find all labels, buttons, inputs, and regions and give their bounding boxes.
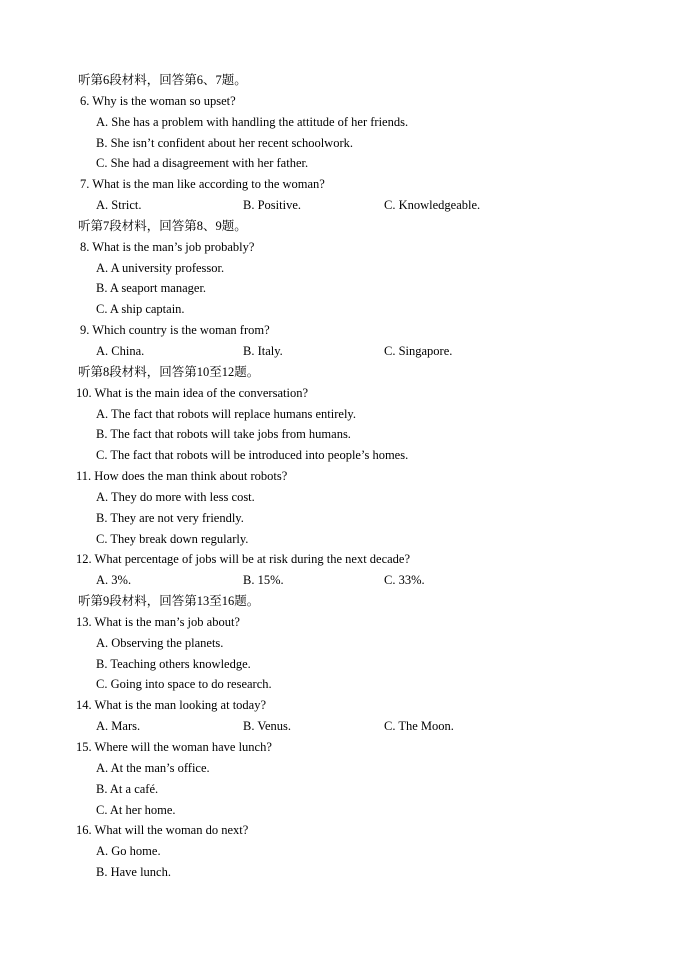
answer-option: B. Have lunch. [96, 865, 171, 880]
question-text: 15. Where will the woman have lunch? [76, 740, 272, 754]
answer-option: B. Positive. [243, 198, 301, 213]
section-heading: 听第6段材料，回答第6、7题。 [78, 73, 247, 87]
answer-option: A. 3%. [96, 573, 132, 588]
answer-option: B. Teaching others knowledge. [96, 656, 251, 671]
answer-option: C. A ship captain. [96, 302, 185, 317]
question-text: 6. Why is the woman so upset? [80, 93, 236, 108]
section-heading: 听第9段材料，回答第13至16题。 [78, 594, 260, 609]
answer-option: C. Going into space to do research. [96, 677, 272, 692]
answer-option: B. The fact that robots will take jobs from humans. [96, 427, 351, 442]
answer-option: C. She had a disagreement with her father. [96, 156, 309, 171]
question-text: 13. What is the man’s job about? [76, 614, 240, 629]
answer-option: B. Venus. [243, 719, 292, 734]
answer-option: A. At the man’s office. [96, 760, 210, 775]
question-text: 16. What will the woman do next? [76, 823, 249, 838]
answer-option: B. 15%. [243, 573, 284, 588]
answer-option: B. They are not very friendly. [96, 510, 244, 525]
question-text: 8. What is the man’s job probably? [80, 239, 255, 254]
answer-option: C. They break down regularly. [96, 531, 249, 546]
question-text: 7. What is the man like according to the woman? [80, 177, 325, 192]
question-text: 11. How does the man think about robots? [76, 469, 288, 484]
section-heading: 听第8段材料，回答第10至12题。 [78, 364, 260, 379]
answer-option: A. Go home. [96, 844, 161, 859]
answer-option: C. Knowledgeable. [384, 198, 481, 213]
answer-option: C. 33%. [384, 573, 425, 588]
answer-option: A. Strict. [96, 198, 142, 213]
exam-page [0, 70, 688, 883]
options-row [0, 570, 688, 591]
question-text: 9. Which country is the woman from? [80, 323, 270, 338]
answer-option: A. Observing the planets. [96, 635, 224, 650]
answer-option: A. She has a problem with handling the attitude of her friends. [96, 114, 409, 129]
answer-option: B. At a café. [96, 781, 159, 796]
answer-option: A. They do more with less cost. [96, 489, 255, 504]
answer-option: B. She isn’t confident about her recent schoolwork. [96, 135, 354, 150]
answer-option: B. A seaport manager. [96, 281, 207, 296]
question-text: 10. What is the main idea of the conversation? [76, 385, 308, 400]
question-text: 12. What percentage of jobs will be at risk during the next decade? [76, 552, 411, 567]
options-row [0, 716, 688, 737]
options-row [0, 195, 688, 216]
answer-option: A. Mars. [96, 719, 141, 734]
section-heading: 听第7段材料，回答第8、9题。 [78, 218, 247, 233]
answer-option: C. The fact that robots will be introduced into people’s homes. [96, 448, 409, 463]
answer-option: C. Singapore. [384, 343, 453, 358]
answer-option: B. Italy. [243, 343, 283, 358]
answer-option: C. The Moon. [384, 719, 454, 734]
answer-option: A. A university professor. [96, 260, 225, 275]
options-row [0, 341, 688, 362]
answer-option: C. At her home. [96, 802, 176, 817]
answer-option: A. China. [96, 343, 145, 358]
answer-option: A. The fact that robots will replace humans entirely. [96, 406, 356, 421]
question-text: 14. What is the man looking at today? [76, 698, 267, 713]
